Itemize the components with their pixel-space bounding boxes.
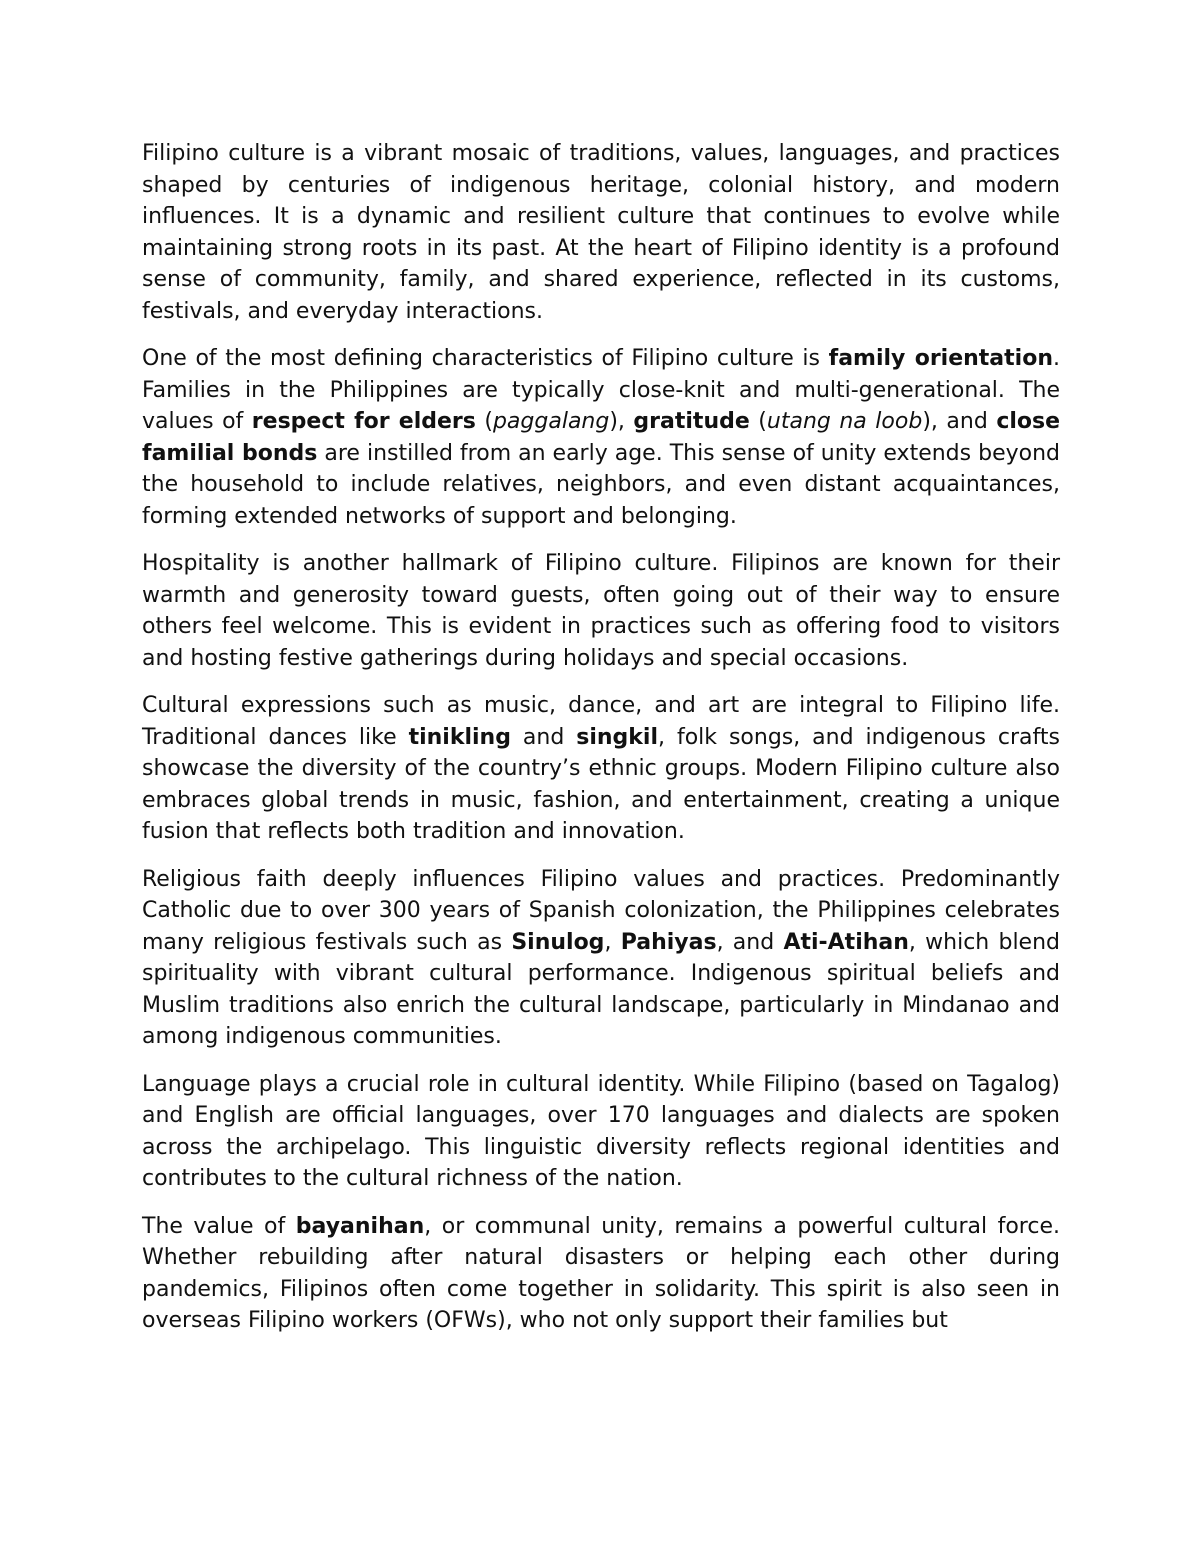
text-run: , folk songs, and indigenous crafts showcase the diversity of the country’s ethnic groups. Modern Filipino culture also embraces global trends in music, fashion, and entertainment, creating a unique fusion that reflects both tradition and innovation.: [142, 724, 1060, 844]
bold-term: family orientation: [828, 346, 1053, 371]
text-run: Cultural expressions such as music, dance, and art are integral to Filipino life. Traditional dances like: [142, 693, 1060, 750]
paragraph-5: [142, 864, 1060, 1053]
text-run: Filipino culture is a vibrant mosaic of traditions, values, languages, and practices shaped by centuries of indigenous heritage, colonial history, and modern influences. It is a dynamic and resilient culture that continues to evolve while maintaining strong roots in its past. At the heart of Filipino identity is a profound sense of community, family, and shared experience, reflected in its customs, festivals, and everyday interactions.: [142, 141, 1060, 324]
bold-term: tinikling: [408, 724, 511, 750]
bold-term: gratitude: [633, 409, 750, 434]
text-run: ),: [609, 409, 634, 434]
paragraph-4: [142, 690, 1060, 848]
text-run: Language plays a crucial role in cultural identity. While Filipino (based on Tagalog) and English are official languages, over 170 languages and dialects are spoken across the archipelago. This linguistic diversity reflects regional identities and contributes to the cultural richness of the nation.: [142, 1071, 1060, 1191]
text-run: , and: [716, 929, 784, 955]
text-run: One of the most defining characteristics of Filipino culture is: [142, 346, 829, 371]
paragraph-6: [142, 1069, 1060, 1195]
bold-term: Ati-Atihan: [783, 929, 909, 955]
bold-term: bayanihan: [295, 1213, 425, 1239]
text-run: ,: [604, 929, 621, 955]
text-run: . Families in the Philippines are typically close-knit and multi-generational. The values of: [142, 346, 1060, 434]
italic-term: utang na loob: [766, 409, 923, 434]
bold-term: Sinulog: [511, 929, 605, 955]
paragraph-2: [142, 343, 1060, 532]
text-run: , or communal unity, remains a powerful cultural force. Whether rebuilding after natural disasters or helping each other during pandemics, Filipinos often come together in solidarity. This spirit is also seen in overseas Filipino workers (OFWs), who not only support their families but: [142, 1213, 1060, 1333]
bold-term: singkil: [576, 724, 659, 750]
text-run: ), and: [922, 409, 997, 434]
text-run: (: [749, 409, 767, 434]
text-run: , which blend spirituality with vibrant cultural performance. Indigenous spiritual beliefs and Muslim traditions also enrich the cultural landscape, particularly in Mindanao and among indigenous communities.: [142, 929, 1060, 1049]
text-run: are instilled from an early age. This sense of unity extends beyond the household to include relatives, neighbors, and even distant acquaintances, forming extended networks of support and belonging.: [142, 440, 1060, 529]
paragraph-3: [142, 548, 1060, 674]
bold-term: close familial bonds: [142, 409, 1061, 466]
paragraph-1: [142, 138, 1060, 327]
document-page: [142, 138, 1060, 1353]
bold-term: Pahiyas: [620, 929, 717, 955]
italic-term: paggalang: [492, 409, 610, 434]
text-run: and: [510, 724, 577, 750]
bold-term: respect for elders: [251, 409, 476, 434]
text-run: Religious faith deeply influences Filipino values and practices. Predominantly Catholic due to over 300 years of Spanish colonization, the Philippines celebrates many religious festivals such as: [142, 866, 1060, 955]
text-run: The value of: [142, 1213, 296, 1239]
paragraph-7: [142, 1211, 1060, 1337]
text-run: (: [475, 409, 493, 434]
text-run: Hospitality is another hallmark of Filipino culture. Filipinos are known for their warmth and generosity toward guests, often going out of their way to ensure others feel welcome. This is evident in practices such as offering food to visitors and hosting festive gatherings during holidays and special occasions.: [142, 551, 1060, 671]
